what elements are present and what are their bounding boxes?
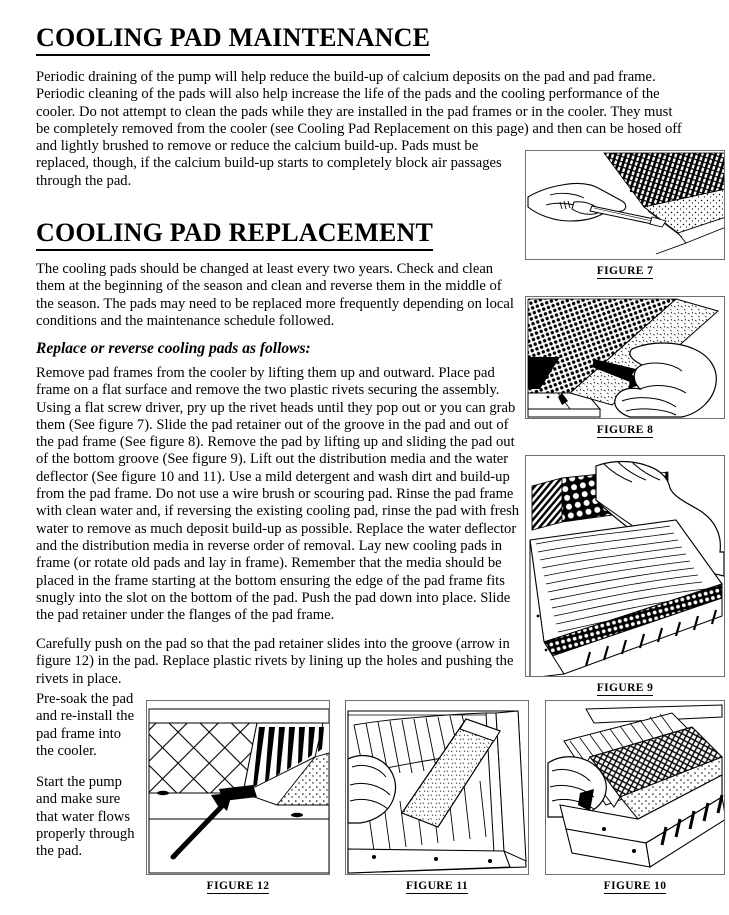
figure-8-image (525, 296, 725, 419)
paragraph-start-pump: Start the pump and make sure that water flows properly through the pad. (36, 774, 135, 860)
text-line: Periodic draining of the pump will help reduce the build-up of calcium deposits on the pad and pad frame. (36, 69, 656, 85)
figure-7-caption: FIGURE 7 (596, 265, 654, 277)
paragraph-presoak-group (36, 691, 140, 875)
heading-cooling-pad-maintenance: COOLING PAD MAINTENANCE (36, 24, 430, 56)
figure-12-caption: FIGURE 12 (206, 880, 270, 892)
text-line: through the pad. (36, 172, 132, 189)
heading-cooling-pad-replacement: COOLING PAD REPLACEMENT (36, 219, 433, 251)
text-line: replaced, though, if the calcium build-up starts to completely block air passages (36, 155, 502, 172)
text-line: cooler. Do not attempt to clean the pads while they are installed in the pad frames or in the cooler. They must (36, 103, 673, 120)
figure-9 (525, 455, 725, 694)
figure-7-image (525, 150, 725, 260)
figure-8-caption: FIGURE 8 (596, 424, 654, 436)
text-line: be completely removed from the cooler (see Cooling Pad Replacement on this page) and then can be hosed off (36, 120, 682, 137)
figure-11 (345, 700, 529, 892)
text-line: Periodic cleaning of the pads will also help increase the life of the pads and the cooling performance of the (36, 86, 660, 103)
figure-11-caption: FIGURE 11 (405, 880, 469, 892)
figure-7 (525, 150, 725, 277)
paragraph-replacement-intro: The cooling pads should be changed at least every two years. Check and clean them at the beginning of the season and clean and reverse them in the middle of the season. The pads may need to be replaced more frequently depending on local conditions and the maintenance schedule followed. (36, 261, 514, 329)
figure-12-image (146, 700, 330, 875)
figure-10 (545, 700, 725, 892)
figure-11-image (345, 700, 529, 875)
subheading-replace-or-reverse: Replace or reverse cooling pads as follows: (36, 340, 311, 357)
text-line: and lightly brushed to remove or reduce the calcium build-up. Pads must be (36, 138, 479, 155)
figure-10-caption: FIGURE 10 (603, 880, 667, 892)
figure-10-image (545, 700, 725, 875)
paragraph-remove-pad-frames: Remove pad frames from the cooler by lifting them up and outward. Place pad frame on a flat surface and remove the two plastic rivets securing the assembly. Using a flat screw driver, pry up the rivet heads until they pop out or you can grab them (See figure 7). Slide the pad retainer out of the groove in the pad and out of the pad frame (See figure 8). Remove the pad by lifting up and sliding the pad out of the bottom groove (See figure 9). Lift out the distribution media and the water deflector (See figure 10 and 11). Use a mild detergent and wash dirt and build-up from the pad frame. Do not use a wire brush or scouring pad. Rinse the pad frame with clean water and, if reversing the existing cooling pad, rinse the pad with fresh water to remove as much deposit build-up as possible. Replace the water deflector and the distribution media in reverse order of removal. Lay new cooling pads in frame (or rotate old pads and lay in frame). Remember that the media should be placed in the frame starting at the bottom ensuring the edge of the pad frame fits snugly into the slot on the bottom of the pad. Push the pad down into place. Slide the pad retainer under the flanges of the pad frame. (36, 365, 520, 624)
paragraph-presoak: Pre-soak the pad and re-install the pad frame into the cooler. (36, 691, 135, 759)
figure-9-image (525, 455, 725, 677)
paragraph-carefully-push: Carefully push on the pad so that the pad retainer slides into the groove (arrow in figure 12) in the pad. Replace plastic rivets by lining up the holes and pushing the rivets in place. (36, 636, 514, 687)
figure-9-caption: FIGURE 9 (596, 682, 654, 694)
figure-8 (525, 296, 725, 436)
figure-12 (146, 700, 330, 892)
